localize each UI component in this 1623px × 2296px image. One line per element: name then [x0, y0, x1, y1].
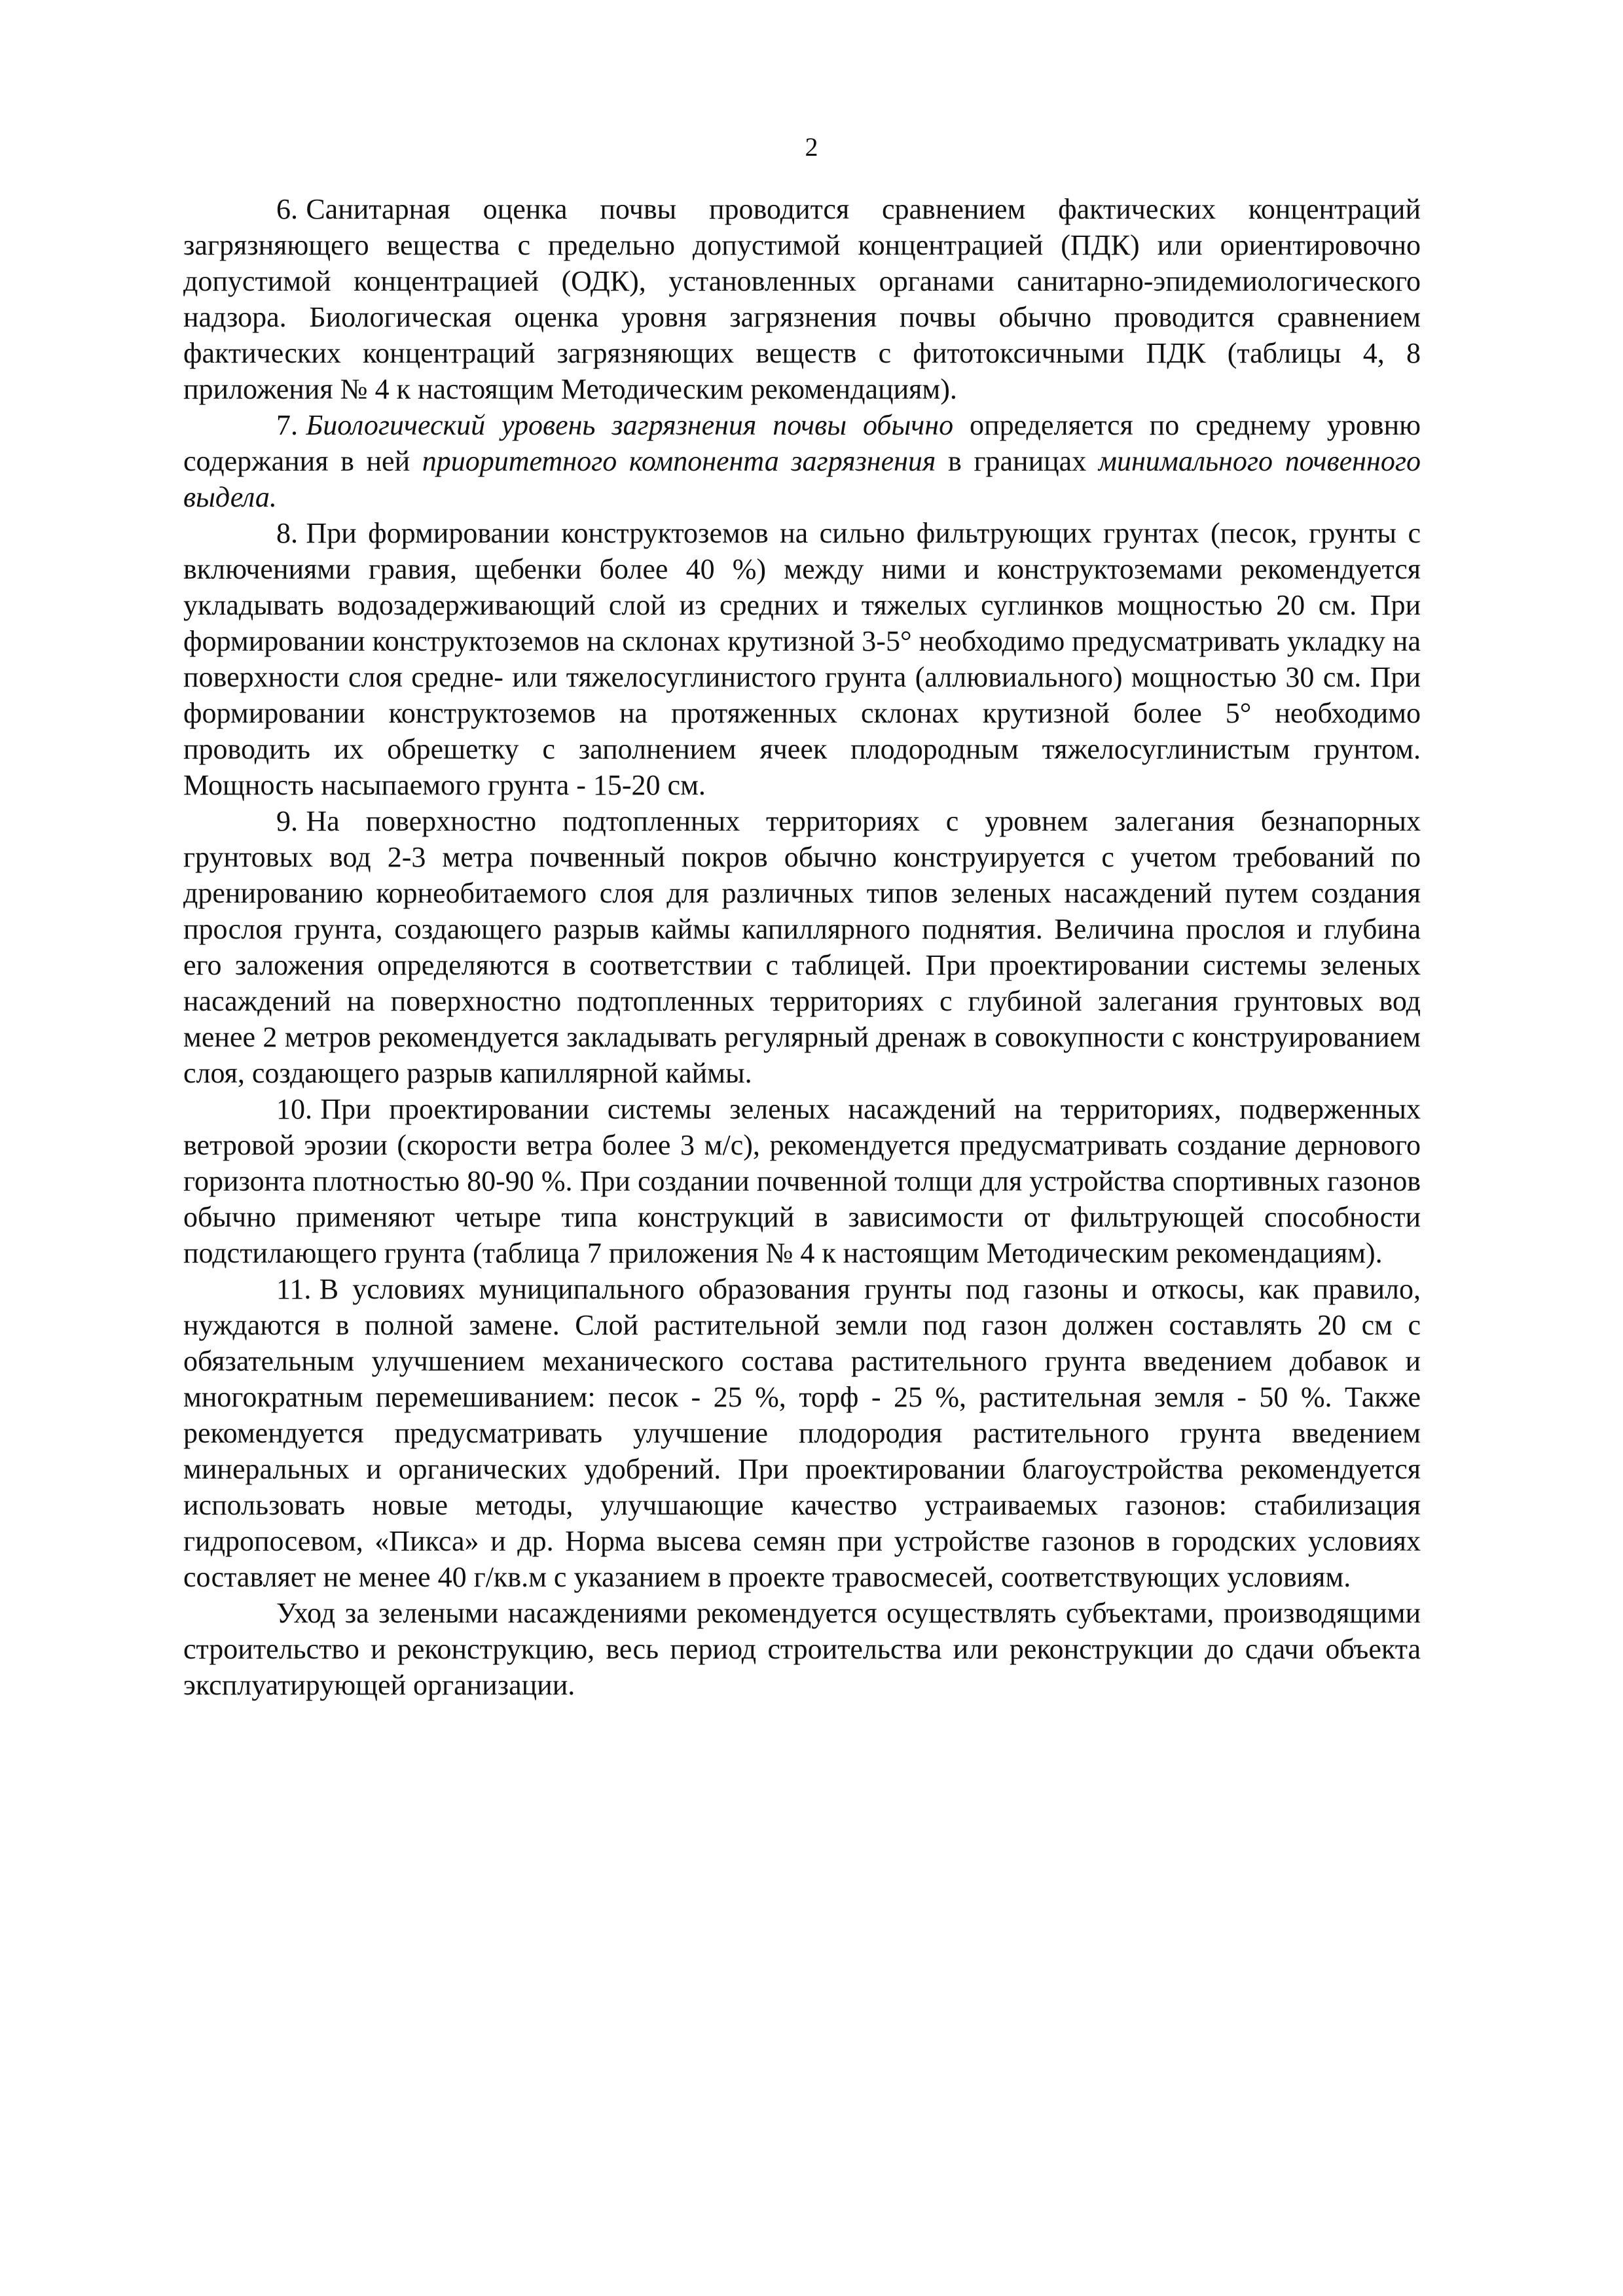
paragraph-text: При формировании конструктоземов на сильно фильтрующих грунтах (песок, грунты с включениями гравия, щебенки более 40 %) между ними и конструктоземами рекомендуется укладывать водозадерживающий слой из средних и тяжелых суглинков мощностью 20 см. При формировании конструктоземов на склонах крутизной 3-5° необходимо предусматривать укладку на поверхности слоя средне- или тяжелосуглинистого грунта (аллювиального) мощностью 30 см. При формировании конструктоземов на протяженных склонах крутизной более 5° необходимо проводить их обрешетку с заполнением ячеек плодородным тяжелосуглинистым грунтом. Мощность насыпаемого грунта - 15-20 см.: [183, 517, 1421, 801]
paragraph-number: 7.: [276, 409, 298, 441]
page-number: 2: [805, 132, 818, 162]
paragraph-10: [183, 1091, 1421, 1271]
paragraph-text: Санитарная оценка почвы проводится сравнением фактических концентраций загрязняющего вещества с предельно допустимой концентрацией (ПДК) или ориентировочно допустимой концентрацией (ОДК), установленных органами санитарно-эпидемиологического надзора. Биологическая оценка уровня загрязнения почвы обычно проводится сравнением фактических концентраций загрязняющих веществ с фитотоксичными ПДК (таблицы 4, 8 приложения № 4 к настоящим Методическим рекомендациям).: [183, 193, 1421, 405]
paragraph-text: определяется по среднему уровню содержания в ней: [183, 409, 1421, 477]
paragraph-number: 9.: [276, 805, 298, 837]
paragraph-7: [183, 407, 1421, 515]
paragraph-11: [183, 1271, 1421, 1595]
italic-term: приоритетного компонента загрязнения: [422, 445, 936, 477]
italic-term: минимального почвенного выдела.: [183, 445, 1421, 513]
italic-term: Биологический уровень загрязнения почвы обычно: [306, 409, 954, 441]
paragraph-12: [183, 1595, 1421, 1703]
paragraph-9: [183, 803, 1421, 1091]
paragraph-text: При проектировании системы зеленых насаждений на территориях, подверженных ветровой эрозии (скорости ветра более 3 м/с), рекомендуется предусматривать создание дернового горизонта плотностью 80-90 %. При создании почвенной толщи для устройства спортивных газонов обычно применяют четыре типа конструкций в зависимости от фильтрующей способности подстилающего грунта (таблица 7 приложения № 4 к настоящим Методическим рекомендациям).: [183, 1093, 1421, 1269]
paragraph-6: [183, 191, 1421, 407]
paragraph-number: 10.: [276, 1093, 312, 1125]
paragraph-text: На поверхностно подтопленных территориях с уровнем залегания безнапорных грунтовых вод 2-3 метра почвенный покров обычно конструируется с учетом требований по дренированию корнеобитаемого слоя для различных типов зеленых насаждений путем создания прослоя грунта, создающего разрыв каймы капиллярного поднятия. Величина прослоя и глубина его заложения определяются в соответствии с таблицей. При проектировании системы зеленых насаждений на поверхностно подтопленных территориях с глубиной залегания грунтовых вод менее 2 метров рекомендуется закладывать регулярный дренаж в совокупности с конструированием слоя, создающего разрыв капиллярной каймы.: [183, 805, 1421, 1089]
paragraph-text: В условиях муниципального образования грунты под газоны и откосы, как правило, нуждаются в полной замене. Слой растительной земли под газон должен составлять 20 см с обязательным улучшением механического состава растительного грунта введением добавок и многократным перемешиванием: песок - 25 %, торф - 25 %, растительная земля - 50 %. Также рекомендуется предусматривать улучшение плодородия растительного грунта введением минеральных и органических удобрений. При проектировании благоустройства рекомендуется использовать новые методы, улучшающие качество устраиваемых газонов: стабилизация гидропосевом, «Пикса» и др. Норма высева семян при устройстве газонов в городских условиях составляет не менее 40 г/кв.м с указанием в проекте травосмесей, соответствующих условиям.: [183, 1273, 1421, 1593]
paragraph-number: 6.: [276, 193, 298, 225]
paragraph-text: Уход за зелеными насаждениями рекомендуется осуществлять субъектами, производящими строительство и реконструкцию, весь период строительства или реконструкции до сдачи объекта эксплуатирующей организации.: [183, 1597, 1421, 1701]
paragraph-number: 8.: [276, 517, 298, 549]
paragraph-text: в границах: [936, 445, 1099, 477]
paragraph-8: [183, 515, 1421, 803]
document-body: [183, 191, 1421, 1703]
paragraph-number: 11.: [276, 1273, 312, 1305]
